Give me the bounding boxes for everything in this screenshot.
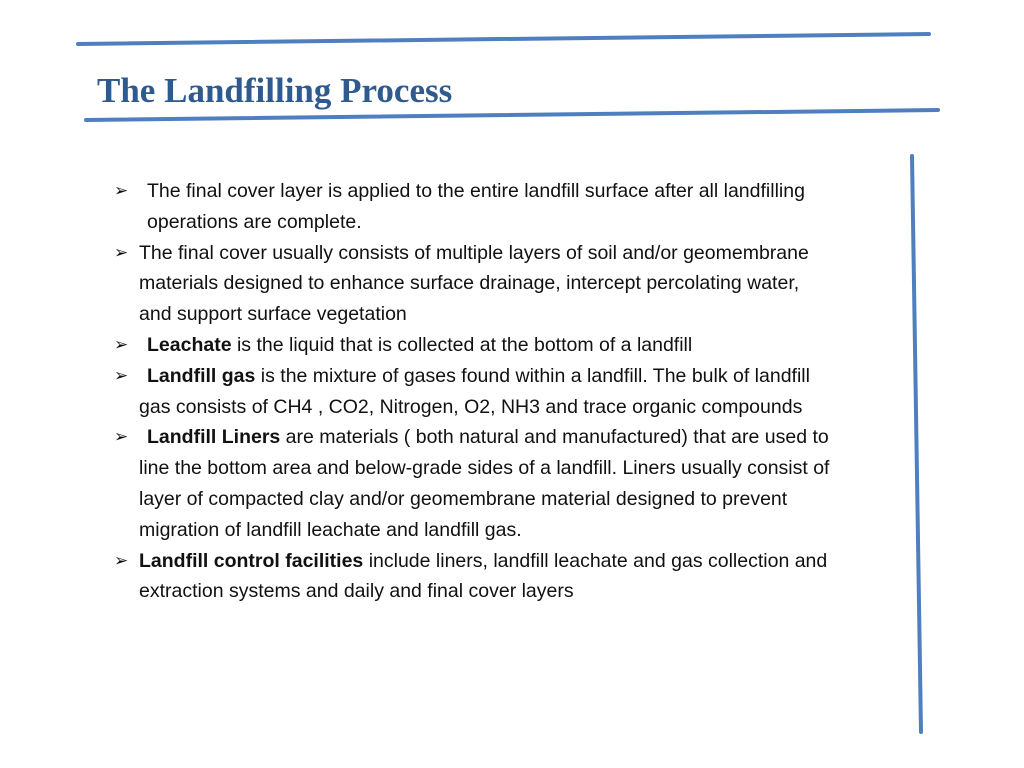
right-border-line xyxy=(912,156,921,732)
bullet-text: The final cover layer is applied to the entire landfill surface after all landfilling operations are complete. xyxy=(147,180,805,233)
term-landfill-gas: Landfill gas xyxy=(147,364,256,387)
term-landfill-liners: Landfill Liners xyxy=(147,426,281,449)
term-leachate: Leachate xyxy=(147,333,232,356)
arrow-bullet-icon: ➢ xyxy=(114,242,129,263)
bullet-text: include liners, landfill leachate and gas collection and extraction systems and daily and final cover layers xyxy=(139,549,828,603)
bullet-text: The final cover usually consists of multiple layers of soil and/or geomembrane materials designed to enhance surface drainage, intercept percolating water, and support surface vegetation xyxy=(139,241,809,326)
bullet-text: is the liquid that is collected at the bottom of a landfill xyxy=(231,333,693,356)
arrow-bullet-icon: ➢ xyxy=(114,181,129,201)
bullet-item xyxy=(114,238,834,330)
arrow-bullet-icon: ➢ xyxy=(114,550,129,571)
bullet-list xyxy=(114,176,834,607)
bullet-text: is the mixture of gases found within a landfill. The bulk of landfill gas consists of CH4 , CO2, Nitrogen, O2, NH3 and trace organic compounds xyxy=(139,364,810,418)
term-landfill-control-facilities: Landfill control facilities xyxy=(139,549,364,572)
arrow-bullet-icon: ➢ xyxy=(114,365,129,386)
bullet-text: are materials ( both natural and manufactured) that are used to line the bottom area and below-grade sides of a landfill. Liners usually consist of layer of compacted clay and/or geomembrane material designed to prevent migration of landfill leachate and landfill gas. xyxy=(139,426,830,541)
bullet-item xyxy=(114,361,834,423)
top-border-line xyxy=(78,34,929,44)
arrow-bullet-icon: ➢ xyxy=(114,334,129,355)
bullet-item xyxy=(114,422,834,545)
slide-title: The Landfilling Process xyxy=(97,71,453,110)
bullet-item xyxy=(114,546,834,608)
arrow-bullet-icon: ➢ xyxy=(114,427,129,448)
bullet-item xyxy=(114,176,834,238)
bullet-item xyxy=(114,330,834,361)
